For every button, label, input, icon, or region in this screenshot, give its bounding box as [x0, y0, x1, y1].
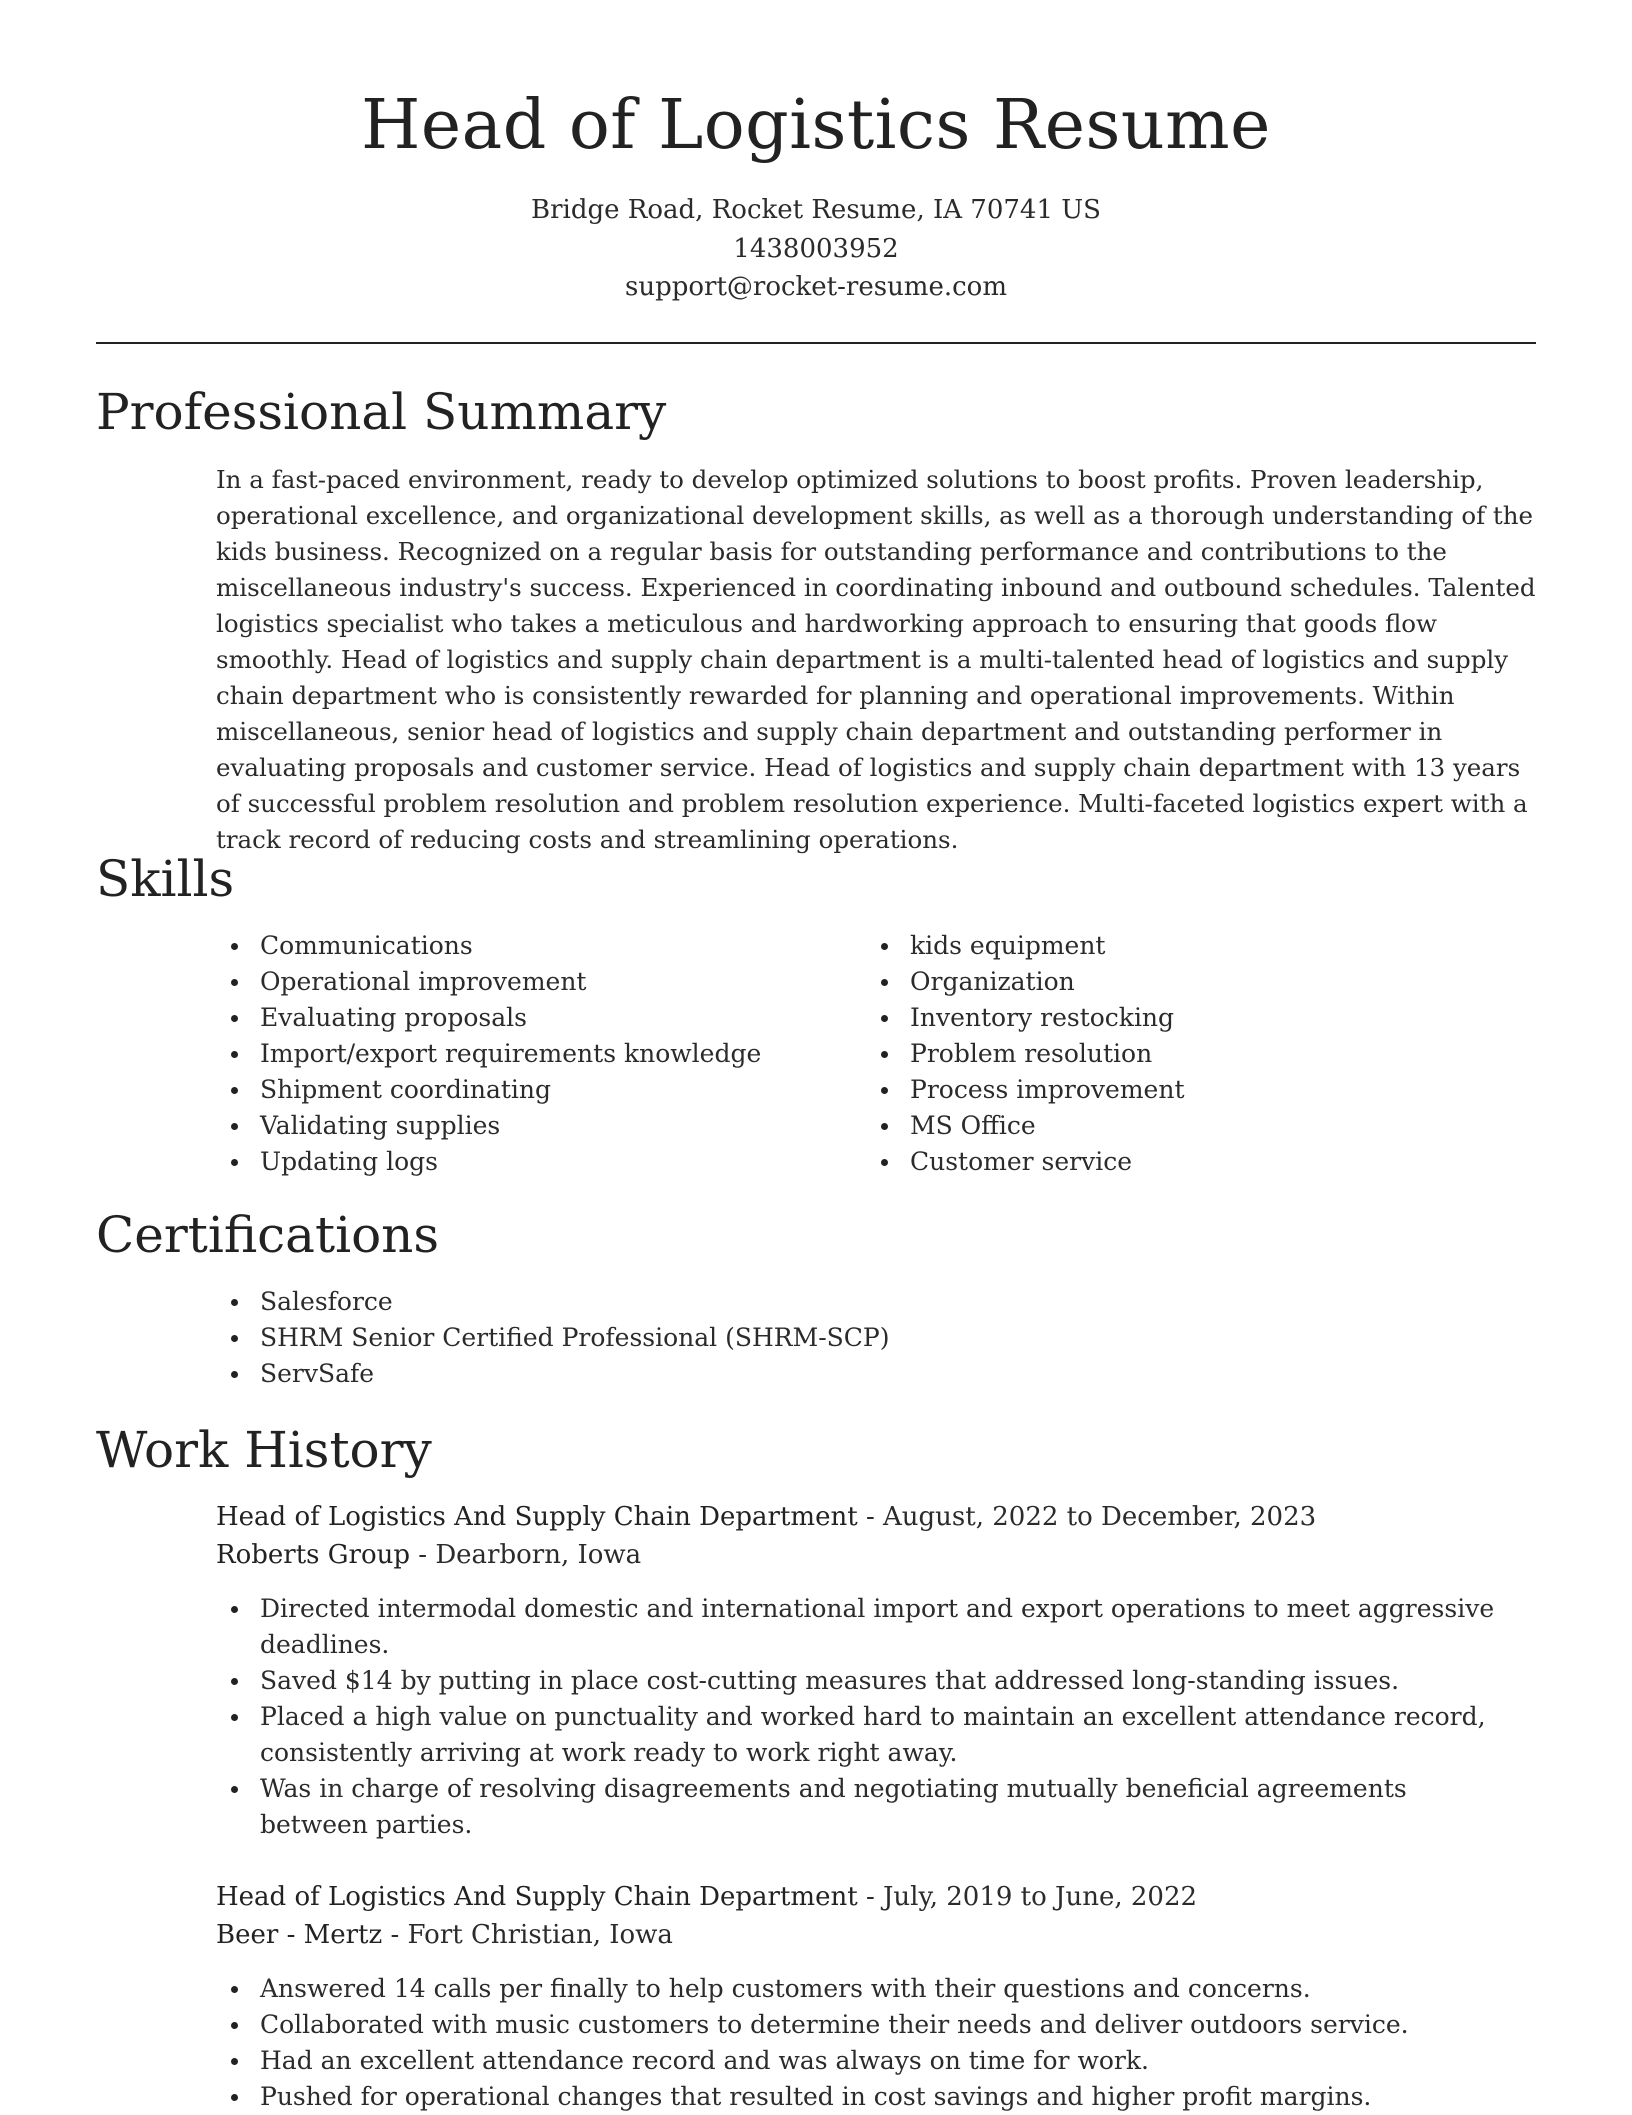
list-item: Operational improvement: [216, 964, 816, 1000]
list-item: ServSafe: [216, 1356, 1216, 1392]
job-company: Beer - Mertz: [216, 1920, 383, 1950]
list-item: Customer service: [866, 1144, 1466, 1180]
list-item: kids equipment: [866, 928, 1466, 964]
certifications-heading: Certifications: [96, 1206, 440, 1264]
list-item: Pushed for operational changes that resulted in cost savings and higher profit margins.: [216, 2079, 1506, 2115]
separator: -: [390, 1920, 400, 1950]
resume-title: Head of Logistics Resume: [361, 86, 1271, 165]
skills-list-left: [216, 928, 816, 1180]
contact-email: support@rocket-resume.com: [624, 272, 1007, 302]
list-item: SHRM Senior Certified Professional (SHRM-SCP): [216, 1320, 1216, 1356]
list-item: MS Office: [866, 1108, 1466, 1144]
job-title: Head of Logistics And Supply Chain Department: [216, 1502, 858, 1532]
list-item: Had an excellent attendance record and was always on time for work.: [216, 2043, 1506, 2079]
list-item: Import/export requirements knowledge: [216, 1036, 816, 1072]
list-item: Inventory restocking: [866, 1000, 1466, 1036]
job-location: Fort Christian, Iowa: [407, 1920, 673, 1950]
job-company-line: [216, 1916, 673, 1954]
job-dates: July, 2019 to June, 2022: [883, 1882, 1198, 1912]
contact-phone: 1438003952: [733, 234, 899, 264]
separator: -: [865, 1882, 875, 1912]
separator: -: [418, 1540, 428, 1570]
list-item: Validating supplies: [216, 1108, 816, 1144]
list-item: Collaborated with music customers to determine their needs and deliver outdoors service.: [216, 2007, 1506, 2043]
list-item: Answered 14 calls per finally to help customers with their questions and concerns.: [216, 1971, 1506, 2007]
job-title: Head of Logistics And Supply Chain Department: [216, 1882, 858, 1912]
contact-address: Bridge Road, Rocket Resume, IA 70741 US: [531, 195, 1101, 225]
list-item: Process improvement: [866, 1072, 1466, 1108]
summary-heading: Professional Summary: [96, 383, 667, 441]
list-item: Shipment coordinating: [216, 1072, 816, 1108]
certifications-list: [216, 1284, 1216, 1392]
list-item: Organization: [866, 964, 1466, 1000]
job-duties-list: [216, 1591, 1506, 1843]
job-title-line: [216, 1878, 1197, 1916]
job-duties-list: [216, 1971, 1506, 2115]
list-item: Evaluating proposals: [216, 1000, 816, 1036]
job-company: Roberts Group: [216, 1540, 410, 1570]
skills-heading: Skills: [96, 850, 235, 908]
list-item: Updating logs: [216, 1144, 816, 1180]
summary-text: In a fast-paced environment, ready to develop optimized solutions to boost profits. Proven leadership, operational excellence, and organizational development skills, as well as a thorough understanding of the kids business. Recognized on a regular basis for outstanding performance and contributions to the miscellaneous industry's success. Experienced in coordinating inbound and outbound schedules. Talented logistics specialist who takes a meticulous and hardworking approach to ensuring that goods flow smoothly. Head of logistics and supply chain department is a multi-talented head of logistics and supply chain department who is consistently rewarded for planning and operational improvements. Within miscellaneous, senior head of logistics and supply chain department and outstanding performer in evaluating proposals and customer service. Head of logistics and supply chain department with 13 years of successful problem resolution and problem resolution experience. Multi-faceted logistics expert with a track record of reducing costs and streamlining operations.: [216, 465, 1536, 854]
job-company-line: [216, 1536, 641, 1574]
skills-list-right: [866, 928, 1466, 1180]
work-history-heading: Work History: [96, 1421, 432, 1479]
list-item: Saved $14 by putting in place cost-cutting measures that addressed long-standing issues.: [216, 1663, 1506, 1699]
list-item: Communications: [216, 928, 816, 964]
job-location: Dearborn, Iowa: [435, 1540, 642, 1570]
job-title-line: [216, 1498, 1316, 1536]
list-item: Salesforce: [216, 1284, 1216, 1320]
job-dates: August, 2022 to December, 2023: [883, 1502, 1317, 1532]
list-item: Was in charge of resolving disagreements and negotiating mutually beneficial agreements between parties.: [216, 1771, 1506, 1843]
header-divider: [96, 342, 1536, 344]
list-item: Placed a high value on punctuality and worked hard to maintain an excellent attendance record, consistently arriving at work ready to work right away.: [216, 1699, 1506, 1771]
list-item: Problem resolution: [866, 1036, 1466, 1072]
separator: -: [865, 1502, 875, 1532]
list-item: Directed intermodal domestic and international import and export operations to meet aggressive deadlines.: [216, 1591, 1506, 1663]
